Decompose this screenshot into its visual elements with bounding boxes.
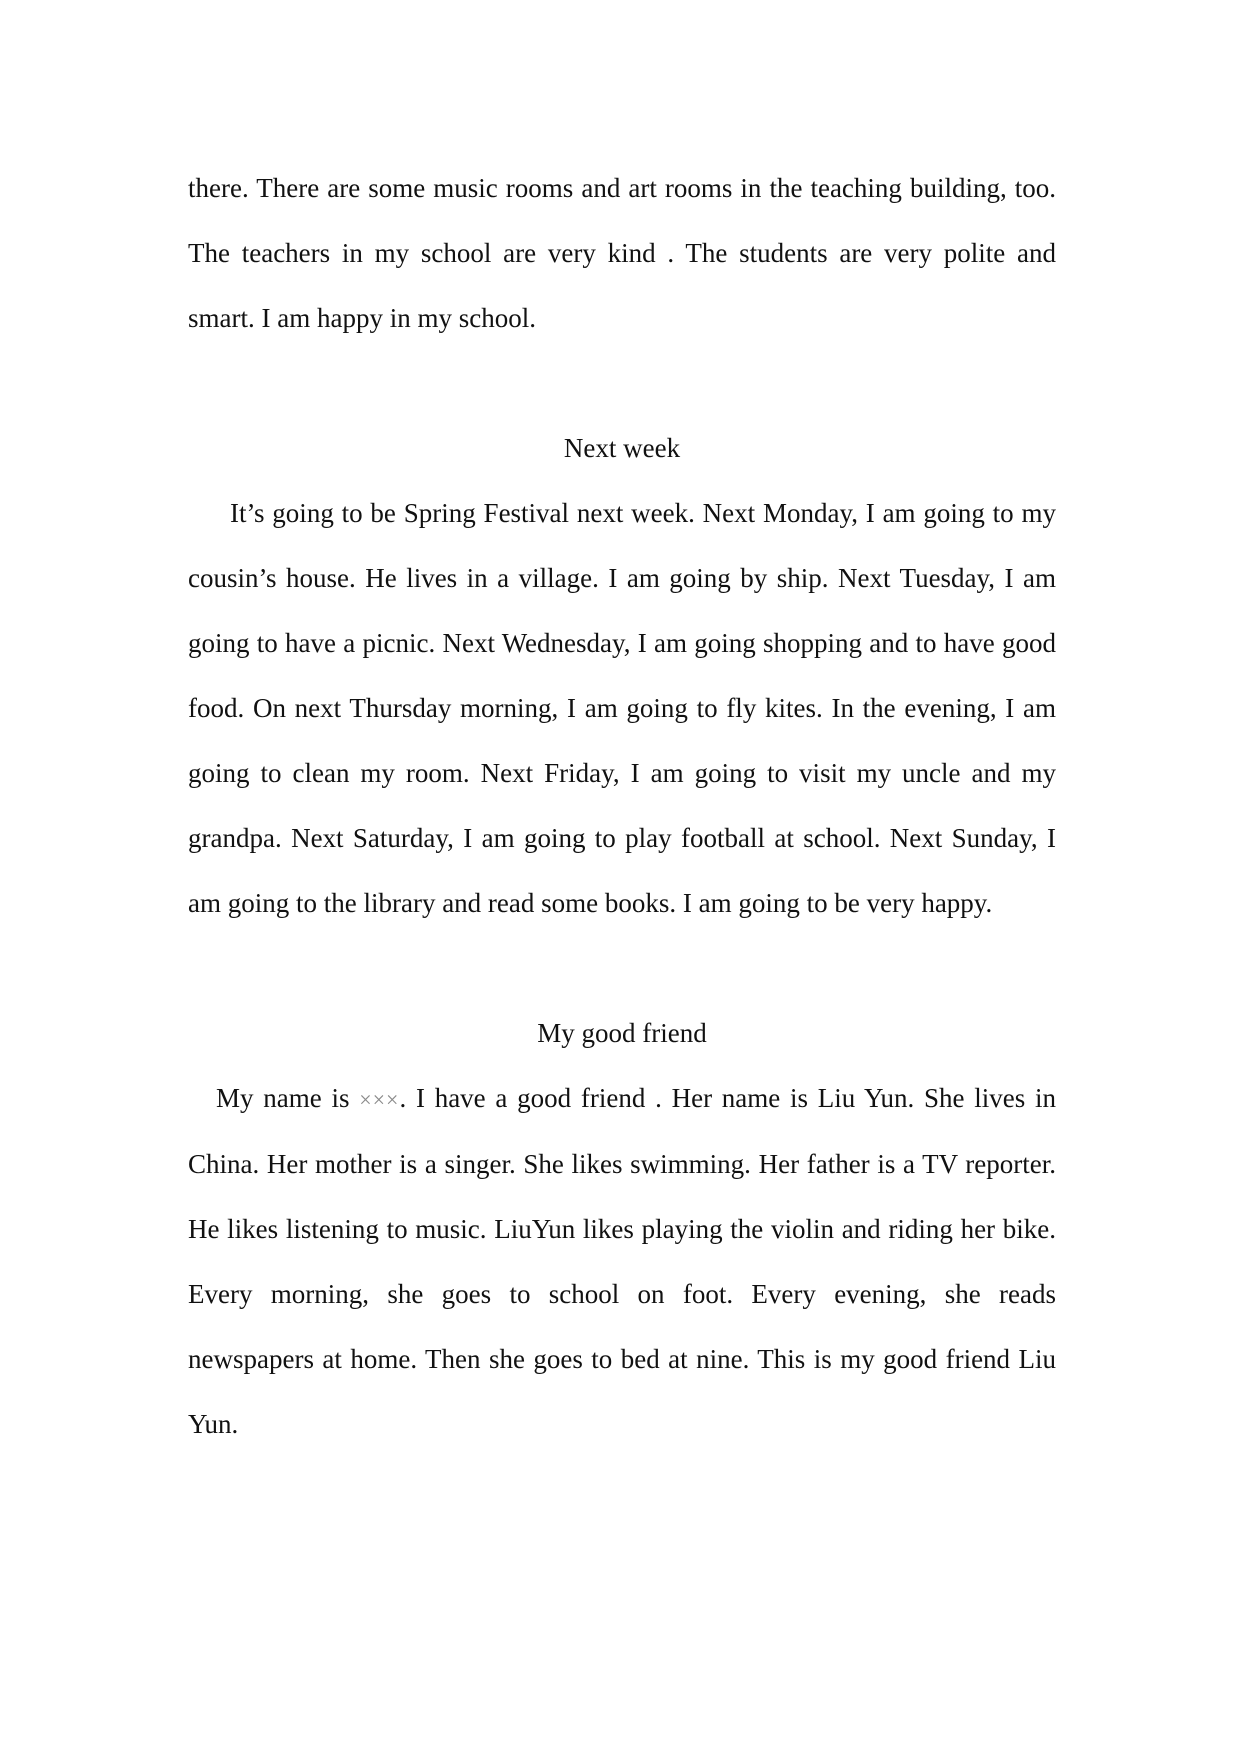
paragraph-body: . I have a good friend . Her name is Liu Yun. She lives in China. Her mother is a singer. She likes swimming. Her father is a TV reporter. He likes listening to music. LiuYun likes playing the violin and riding her bike. Every morning, she goes to school on foot. Every evening, she reads newspapers at home. Then she goes to bed at nine. This is my good friend Liu Yun. xyxy=(188,1083,1056,1439)
school-paragraph: there. There are some music rooms and art rooms in the teaching building, too. The teachers in my school are very kind . The students are very polite and smart. I am happy in my school. xyxy=(188,173,1056,333)
next-week-paragraph: It’s going to be Spring Festival next week. Next Monday, I am going to my cousin’s house. He lives in a village. I am going by ship. Next Tuesday, I am going to have a picnic. Next Wednesday, I am going shopping and to have good food. On next Thursday morning, I am going to fly kites. In the evening, I am going to clean my room. Next Friday, I am going to visit my uncle and my grandpa. Next Saturday, I am going to play football at school. Next Sunday, I am going to the library and read some books. I am going to be very happy. xyxy=(188,498,1056,918)
my-good-friend-title: My good friend xyxy=(537,1018,707,1048)
section-gap xyxy=(188,936,1056,1001)
paragraph-prefix: My name is xyxy=(216,1083,360,1113)
section-gap xyxy=(188,351,1056,416)
next-week-title: Next week xyxy=(563,433,681,463)
my-good-friend-paragraph xyxy=(188,1066,1056,1457)
name-placeholder: ××× xyxy=(359,1087,400,1112)
document-content xyxy=(188,156,1056,1457)
